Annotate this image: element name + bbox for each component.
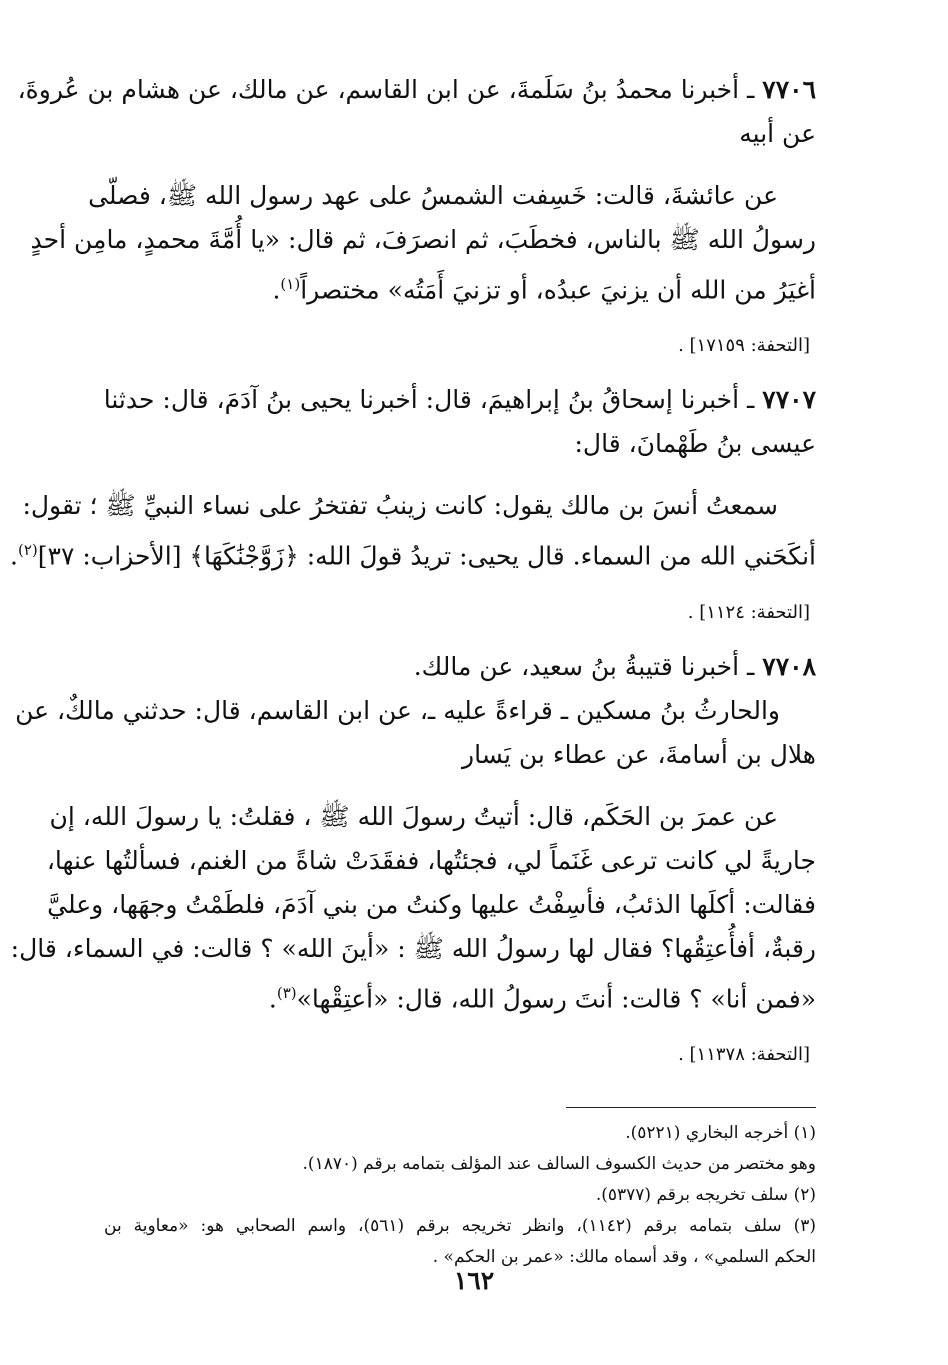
matn-end: .: [10, 541, 18, 571]
footnotes: [104, 1118, 816, 1273]
footnote-divider: [566, 1107, 816, 1108]
footnote-marker: (٢): [17, 541, 38, 560]
hadith-7707: [104, 378, 816, 466]
matn-line: سمعتُ أنسَ بن مالك يقول: كانت زينبُ تفتخرُ على نساء النبيِّ ﷺ ؛ تقول:: [22, 491, 778, 521]
footnote-marker: (١): [280, 275, 301, 293]
matn-line: فقالت: أكلَها الذئبُ، فأسِفْتُ عليها وكنتُ من بني آدَمَ، فلطَمْتُ وجهَها، وعليَّ: [47, 889, 816, 919]
footnote-3: (٣) سلف بتمامه برقم (١١٤٢)، وانظر تخريجه برقم (٥٦١)، واسم الصحابي هو: «معاوية بن: [104, 1215, 817, 1236]
isnad-line: عيسى بنُ طَهْمانَ، قال:: [574, 429, 816, 459]
matn-line: [104, 971, 816, 1021]
tuhfa-reference: [التحفة: ١٧١٥٩] .: [678, 335, 810, 357]
matn-line: رقبةٌ، أفأُعتِقُها؟ فقال لها رسولُ الله ﷺ : «أينَ الله» ؟ قالت: في السماء، قال:: [10, 933, 816, 963]
isnad-text: ـ أخبرنا محمدُ بنُ سَلَمةَ، عن ابن القاسم، عن مالك، عن هشام بن عُروةَ،: [17, 75, 755, 104]
footnote-3-continued: الحكم السلمي» ، وقد أسماه مالك: «عمر بن الحكم» .: [432, 1246, 816, 1267]
hadith-number: ٧٧٠٦: [762, 75, 816, 104]
matn-line: عن عمرَ بن الحَكَم، قال: أتيتُ رسولَ الله ﷺ ، فقلتُ: يا رسولَ الله، إن: [49, 801, 778, 831]
matn-end: .: [268, 983, 277, 1013]
isnad-line: [104, 378, 816, 422]
footnote-1-continued: وهو مختصر من حديث الكسوف السالف عند المؤلف بتمامه برقم (١٨٧٠).: [302, 1153, 816, 1174]
matn-line: رسولُ الله ﷺ بالناس، فخطَبَ، ثم انصرَفَ، ثم قال: «يا أُمَّةَ محمدٍ، مامِن أحدٍ: [30, 225, 816, 254]
isnad-line: هلال بن أسامةَ، عن عطاء بن يَسار: [462, 739, 816, 769]
footnote-1: (١) أخرجه البخاري (٥٢٢١).: [625, 1122, 816, 1143]
matn-line: عن عائشةَ، قالت: خَسِفت الشمسُ على عهد رسول الله ﷺ، فصلّى: [88, 181, 778, 210]
matn-7706: [30, 174, 816, 312]
footnote-2: (٢) سلف تخريجه برقم (٥٣٧٧).: [595, 1184, 816, 1205]
matn-text: أنكَحَني الله من السماء. قال يحيى: تريدُ قولَ الله: ﴿زَوَّجْنَٰكَهَا﴾ [الأحزاب: ٣٧]: [37, 541, 816, 571]
footnote-marker: (٣): [276, 983, 297, 1002]
page-number: ١٦٢: [453, 1266, 495, 1295]
matn-7708: [10, 795, 816, 1021]
isnad-line: عن أبيه: [739, 119, 816, 148]
matn-line: جاريةً لي كانت ترعى غَنَماً لي، فجئتُها، ففقَدَتْ شاةً من الغنم، فسألتُها عنها،: [46, 845, 816, 875]
isnad-line: [104, 645, 816, 689]
hadith-7708: [15, 645, 816, 777]
tuhfa-reference: [التحفة: ١١٣٧٨] .: [678, 1043, 810, 1065]
hadith-7706: [17, 68, 816, 156]
matn-7707: [10, 484, 816, 578]
matn-text: «فمن أنا» ؟ قالت: أنتَ رسولُ الله، قال: «أعتِقْها»: [296, 983, 816, 1013]
matn-line: [10, 528, 816, 578]
isnad-line: والحارثُ بنُ مسكين ـ قراءةً عليه ـ، عن ابن القاسم، قال: حدثني مالكٌ، عن: [15, 695, 780, 725]
hadith-number: ٧٧٠٧: [762, 385, 816, 415]
tuhfa-reference: [التحفة: ١١٢٤] .: [687, 601, 810, 623]
isnad-text: ـ أخبرنا إسحاقُ بنُ إبراهيمَ، قال: أخبرنا يحيى بنُ آدَمَ، قال: حدثنا: [103, 385, 755, 415]
isnad-text: ـ أخبرنا قتيبةُ بنُ سعيد، عن مالك.: [413, 651, 755, 681]
matn-text: أغيَرُ من الله أن يزنيَ عبدُه، أو تزنيَ أَمَتُه» مختصراً: [300, 275, 816, 305]
hadith-number: ٧٧٠٨: [762, 651, 816, 681]
matn-line: أغيَرُ من الله أن يزنيَ عبدُه، أو تزنيَ أَمَتُه» مختصراً$^{(١)}$.: [272, 275, 816, 305]
isnad-line: [17, 68, 816, 112]
